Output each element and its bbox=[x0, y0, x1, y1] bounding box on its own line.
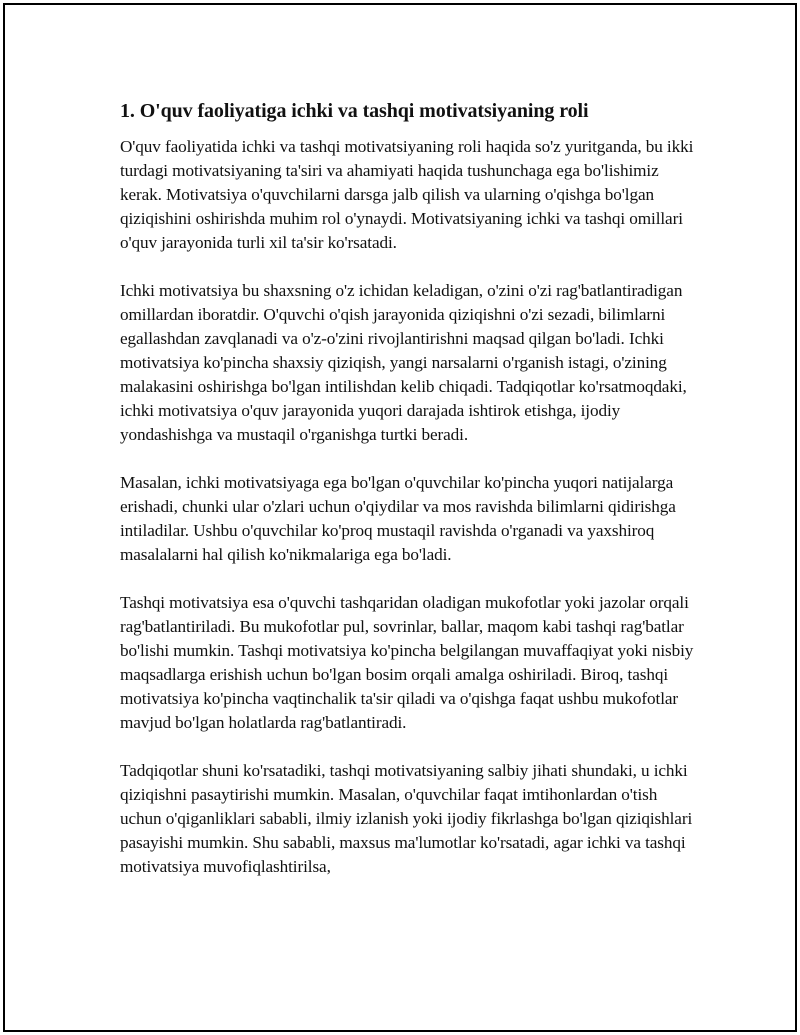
paragraph-1: O'quv faoliyatida ichki va tashqi motivatsiyaning roli haqida so'z yuritganda, bu ikki turdagi motivatsiyaning ta'siri va ahamiyati haqida tushunchaga ega bo'lishimiz kerak. Motivatsiya o'quvchilarni darsga jalb qilish va ularning o'qishga bo'lgan qiziqishini oshirishda muhim rol o'ynaydi. Motivatsiyaning ichki va tashqi omillari o'quv jarayonida turli xil ta'sir ko'rsatadi. bbox=[120, 137, 694, 252]
document-page bbox=[3, 3, 797, 1032]
section-heading: 1. O'quv faoliyatiga ichki va tashqi motivatsiyaning roli bbox=[120, 100, 589, 122]
paragraph-4: Tashqi motivatsiya esa o'quvchi tashqaridan oladigan mukofotlar yoki jazolar orqali rag'batlantiriladi. Bu mukofotlar pul, sovrinlar, ballar, maqom kabi tashqi rag'batlar bo'lishi mumkin. Tashqi motivatsiya ko'pincha belgilangan muvaffaqiyat yoki nisbiy maqsadlarga erishish uchun bo'lgan bosim orqali amalga oshiriladi. Biroq, tashqi motivatsiya ko'pincha vaqtinchalik ta'sir qiladi va o'qishga faqat ushbu mukofotlar mavjud bo'lgan holatlarda rag'batlantiradi. bbox=[120, 593, 694, 732]
paragraph-2: Ichki motivatsiya bu shaxsning o'z ichidan keladigan, o'zini o'zi rag'batlantiradigan omillardan iboratdir. O'quvchi o'qish jarayonida qiziqishni o'zi sezadi, bilimlarni egallashdan zavqlanadi va o'z-o'zini rivojlantirishni maqsad qilgan bo'ladi. Ichki motivatsiya ko'pincha shaxsiy qiziqish, yangi narsalarni o'rganish istagi, o'zining malakasini oshirishga bo'lgan intilishdan kelib chiqadi. Tadqiqotlar ko'rsatmoqdaki, ichki motivatsiya o'quv jarayonida yuqori darajada ishtirok etishga, ijodiy yondashishga va mustaqil o'rganishga turtki beradi. bbox=[120, 281, 687, 444]
paragraph-3: Masalan, ichki motivatsiyaga ega bo'lgan o'quvchilar ko'pincha yuqori natijalarga erishadi, chunki ular o'zlari uchun o'qiydilar va mos ravishda bilimlarni qidirishga intiladilar. Ushbu o'quvchilar ko'proq mustaqil ravishda o'rganadi va yaxshiroq masalalarni hal qilish ko'nikmalariga ega bo'ladi. bbox=[120, 473, 676, 564]
paragraph-5: Tadqiqotlar shuni ko'rsatadiki, tashqi motivatsiyaning salbiy jihati shundaki, u ichki qiziqishni pasaytirishi mumkin. Masalan, o'quvchilar faqat imtihonlardan o'tish uchun o'qiganliklari sababli, ilmiy izlanish yoki ijodiy fikrlashga bo'lgan qiziqishlari pasayishi mumkin. Shu sababli, maxsus ma'lumotlar ko'rsatadi, agar ichki va tashqi motivatsiya muvofiqlashtirilsa, bbox=[120, 761, 693, 876]
document-body bbox=[120, 97, 700, 903]
